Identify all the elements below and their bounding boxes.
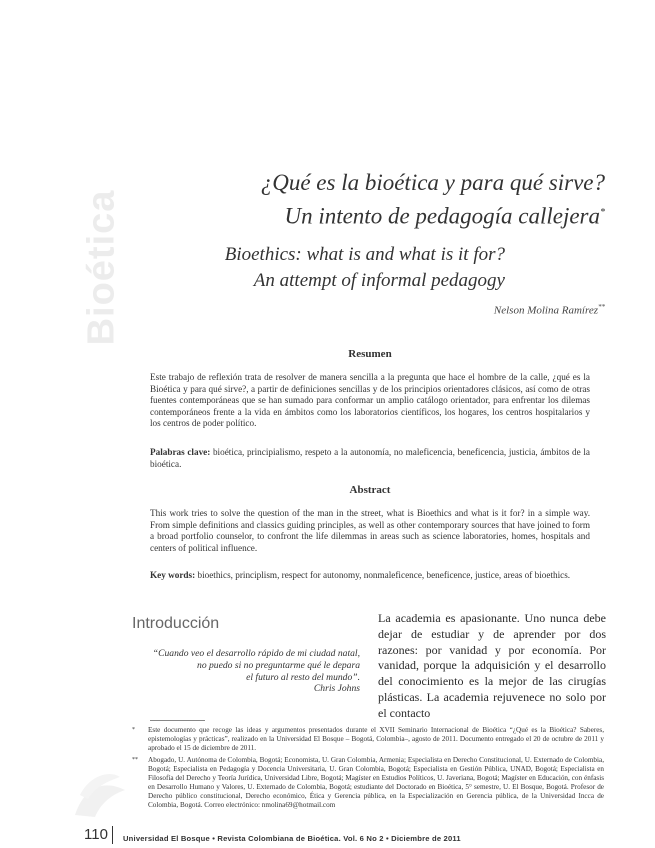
introduccion-body: La academia es apasionante. Uno nunca debe dejar de estudiar y de aprender por dos razones: por vanidad y por economía. Por vanidad, porque la adquisición y el desarrollo del conocimiento es la mejor de las cirugías plásticas. La academia rejuvenece no solo por el contacto — [378, 611, 606, 720]
footnote-1-text: Este documento que recoge las ideas y argumentos presentados durante el XVII Seminario Internacional de Bioética “¿Qué es la Bioética? Saberes, epistemologías y prácticas”, realizado en la Universidad El Bosque – Bogotá, Colombia–, agosto de 2011. Documento entregado el 20 de octubre de 2011 y aprobado el 15 de diciembre de 2011. — [148, 726, 604, 752]
abstract-body: This work tries to solve the question of the man in the street, what is Bioethics and what is it for? in a simple way. From simple definitions and classics guiding principles, as well as other contemporary sources that have joined to form a broad portfolio counselor, to confront the life dilemmas in areas such as science laboratories, homes, hospitals and centers of political influence. — [150, 508, 590, 553]
subtitle-line-1: Bioethics: what is and what is it for? — [224, 244, 505, 265]
subtitle-line-2: An attempt of informal pedagogy — [253, 270, 505, 291]
author-name: Nelson Molina Ramírez — [493, 304, 598, 317]
introduccion-heading: Introducción — [132, 615, 220, 632]
resumen-keywords-text: bioética, principialismo, respeto a la autonomía, no maleficencia, beneficencia, justicia, ámbitos de la bioética. — [150, 447, 590, 469]
footnote-2-text: Abogado, U. Autónoma de Colombia, Bogotá; Economista, U. Gran Colombia, Armenia; Especialista en Derecho Constitucional, U. Externado de Colombia, Bogotá; Especialista en Pedagogía y Docencia Universitaria, U. Gran Colombia, Bogotá; Especialista en Gestión Pública, UNAD, Bogotá; Especialista en Filosofía del Derecho y Teoría Jurídica, Universidad Libre, Bogotá; Magíster en Estudios Políticos, U. Javeriana, Bogotá; Magíster en Educación, con énfasis en Desarrollo Humano y Valores, U. Externado de Colombia, Bogotá; estudiante del Doctorado en Bioética, 5° semestre, U. El Bosque, Bogotá. Profesor de Derecho público constitucional, Derecho económico, Ética y Gerencia pública, en la Especialización en Gerencia pública, de la Universidad Incca de Colombia, Bogotá. Correo electrónico: nmolina69@hotmail.com — [148, 756, 604, 809]
resumen-body: Este trabajo de reflexión trata de resolver de manera sencilla a la pregunta que hace el hombre de la calle, ¿qué es la Bioética y para qué sirve?, a partir de definiciones sencillas y de los principios orientadores clásicos, así como de otras fuentes contemporáneas que se han sumado para conformar un amplio catálogo orientador, para enfrentar los dilemas contemporáneos frente a la vida en ámbitos como los laboratorios científicos, los hogares, los centros hospitalarios y los centros de poder político. — [150, 372, 590, 429]
epigraph-line-2: no puedo si no preguntarme qué le depara — [197, 659, 360, 671]
article-title — [150, 168, 605, 232]
epigraph-line-1: “Cuando veo el desarrollo rápido de mi ciudad natal, — [152, 648, 360, 659]
epigraph-author: Chris Johns — [313, 683, 360, 695]
article-subtitle — [150, 242, 505, 294]
section-vertical-label — [80, 180, 123, 355]
abstract-heading: Abstract — [349, 484, 391, 496]
decorative-ornament-icon — [70, 765, 130, 820]
footnote-1-mark: * — [132, 727, 135, 733]
abstract-keywords-text: bioethics, principlism, respect for autonomy, nonmaleficence, beneficence, justice, areas of bioethics. — [197, 570, 571, 580]
abstract-keywords — [150, 570, 590, 582]
resumen-keywords-label: Palabras clave: — [150, 447, 211, 457]
resumen-keywords — [150, 447, 590, 470]
abstract-keywords-label: Key words: — [150, 570, 196, 580]
resumen-heading: Resumen — [348, 348, 392, 360]
author-byline — [380, 303, 605, 317]
author-footnote-mark[interactable]: ** — [598, 303, 605, 311]
title-line-2 — [150, 198, 605, 232]
epigraph-line-3: el futuro al resto del mundo”. — [246, 671, 360, 683]
journal-footer: Universidad El Bosque • Revista Colombiana de Bioética. Vol. 6 No 2 • Diciembre de 2011 — [123, 834, 461, 843]
section-vertical-label-text: Bioética — [80, 189, 123, 346]
page-number-divider — [112, 826, 113, 844]
footnote-2 — [132, 756, 604, 810]
title-line-2-text: Un intento de pedagogía callejera — [284, 203, 600, 229]
epigraph — [140, 648, 360, 695]
title-line-1: ¿Qué es la bioética y para qué sirve? — [260, 170, 605, 195]
footnote-2-mark: ** — [132, 757, 138, 763]
title-footnote-mark[interactable]: * — [600, 207, 605, 218]
footnote-divider — [150, 720, 205, 721]
footnote-1 — [132, 726, 604, 753]
page-number: 110 — [84, 826, 108, 843]
